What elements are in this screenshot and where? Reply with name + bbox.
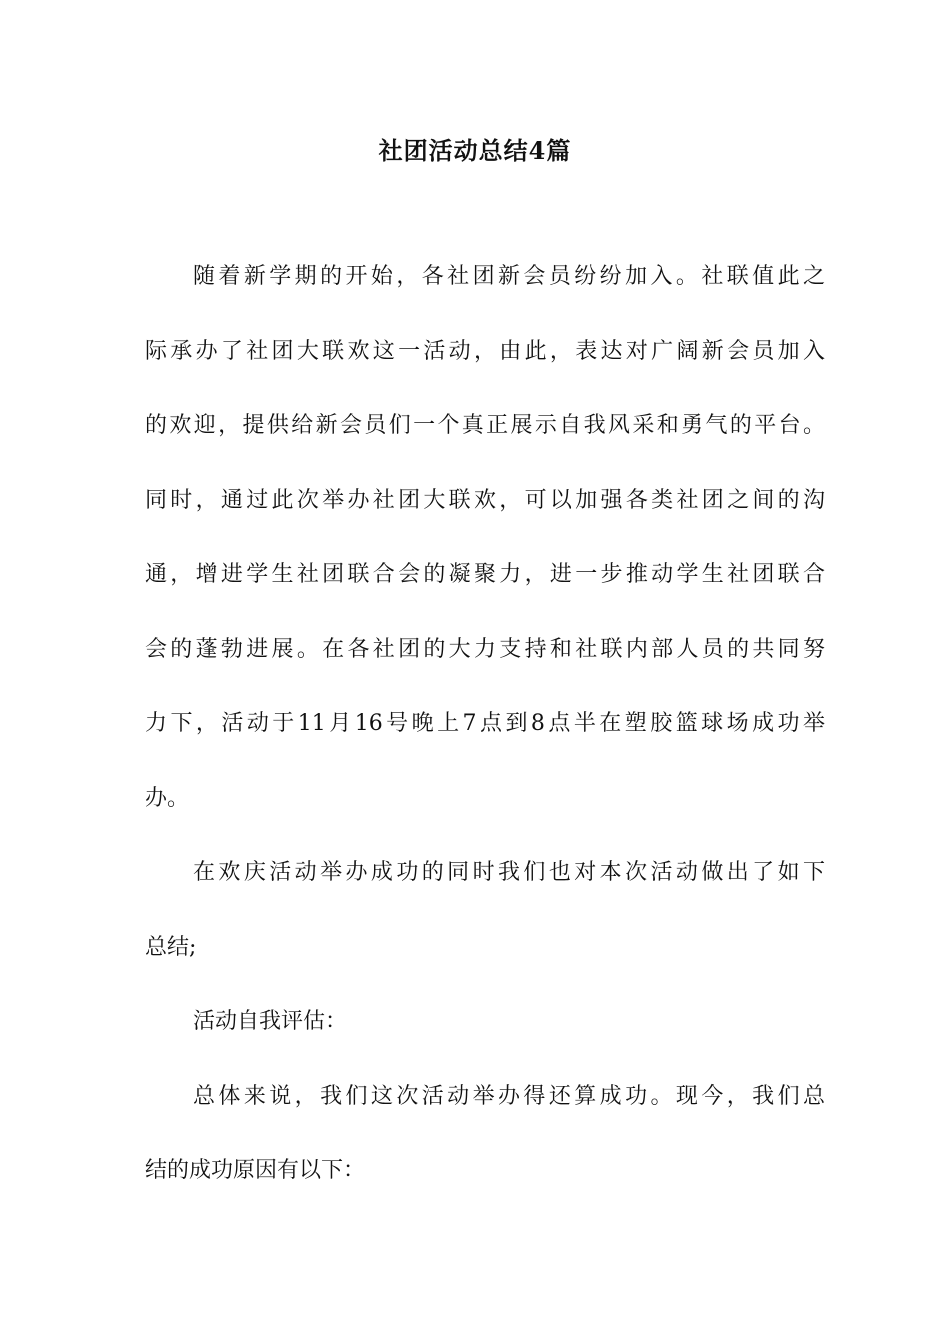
paragraph-line: 通，增进学生社团联合会的凝聚力，进一步推动学生社团联合 — [145, 562, 825, 587]
paragraph-line: 际承办了社团大联欢这一活动，由此，表达对广阔新会员加入 — [145, 339, 825, 364]
paragraph-line: 随着新学期的开始，各社团新会员纷纷加入。社联值此之 — [193, 264, 825, 289]
paragraph-line: 的欢迎，提供给新会员们一个真正展示自我风采和勇气的平台。 — [145, 413, 825, 438]
paragraph-line: 办。 — [145, 786, 190, 811]
paragraph-line: 同时，通过此次举办社团大联欢，可以加强各类社团之间的沟 — [145, 488, 825, 513]
paragraph-line: 会的蓬勃进展。在各社团的大力支持和社联内部人员的共同努 — [145, 637, 825, 662]
section-heading: 活动自我评估： — [193, 1009, 348, 1034]
paragraph-line: 力下，活动于11月16号晚上7点到8点半在塑胶篮球场成功举 — [145, 711, 825, 736]
paragraph-line: 总体来说，我们这次活动举办得还算成功。现今，我们总 — [193, 1084, 825, 1109]
paragraph-line: 结的成功原因有以下： — [145, 1158, 366, 1183]
paragraph-line: 总结; — [145, 935, 197, 960]
paragraph-line: 在欢庆活动举办成功的同时我们也对本次活动做出了如下 — [193, 860, 825, 885]
document-title: 社团活动总结4篇 — [378, 136, 572, 165]
